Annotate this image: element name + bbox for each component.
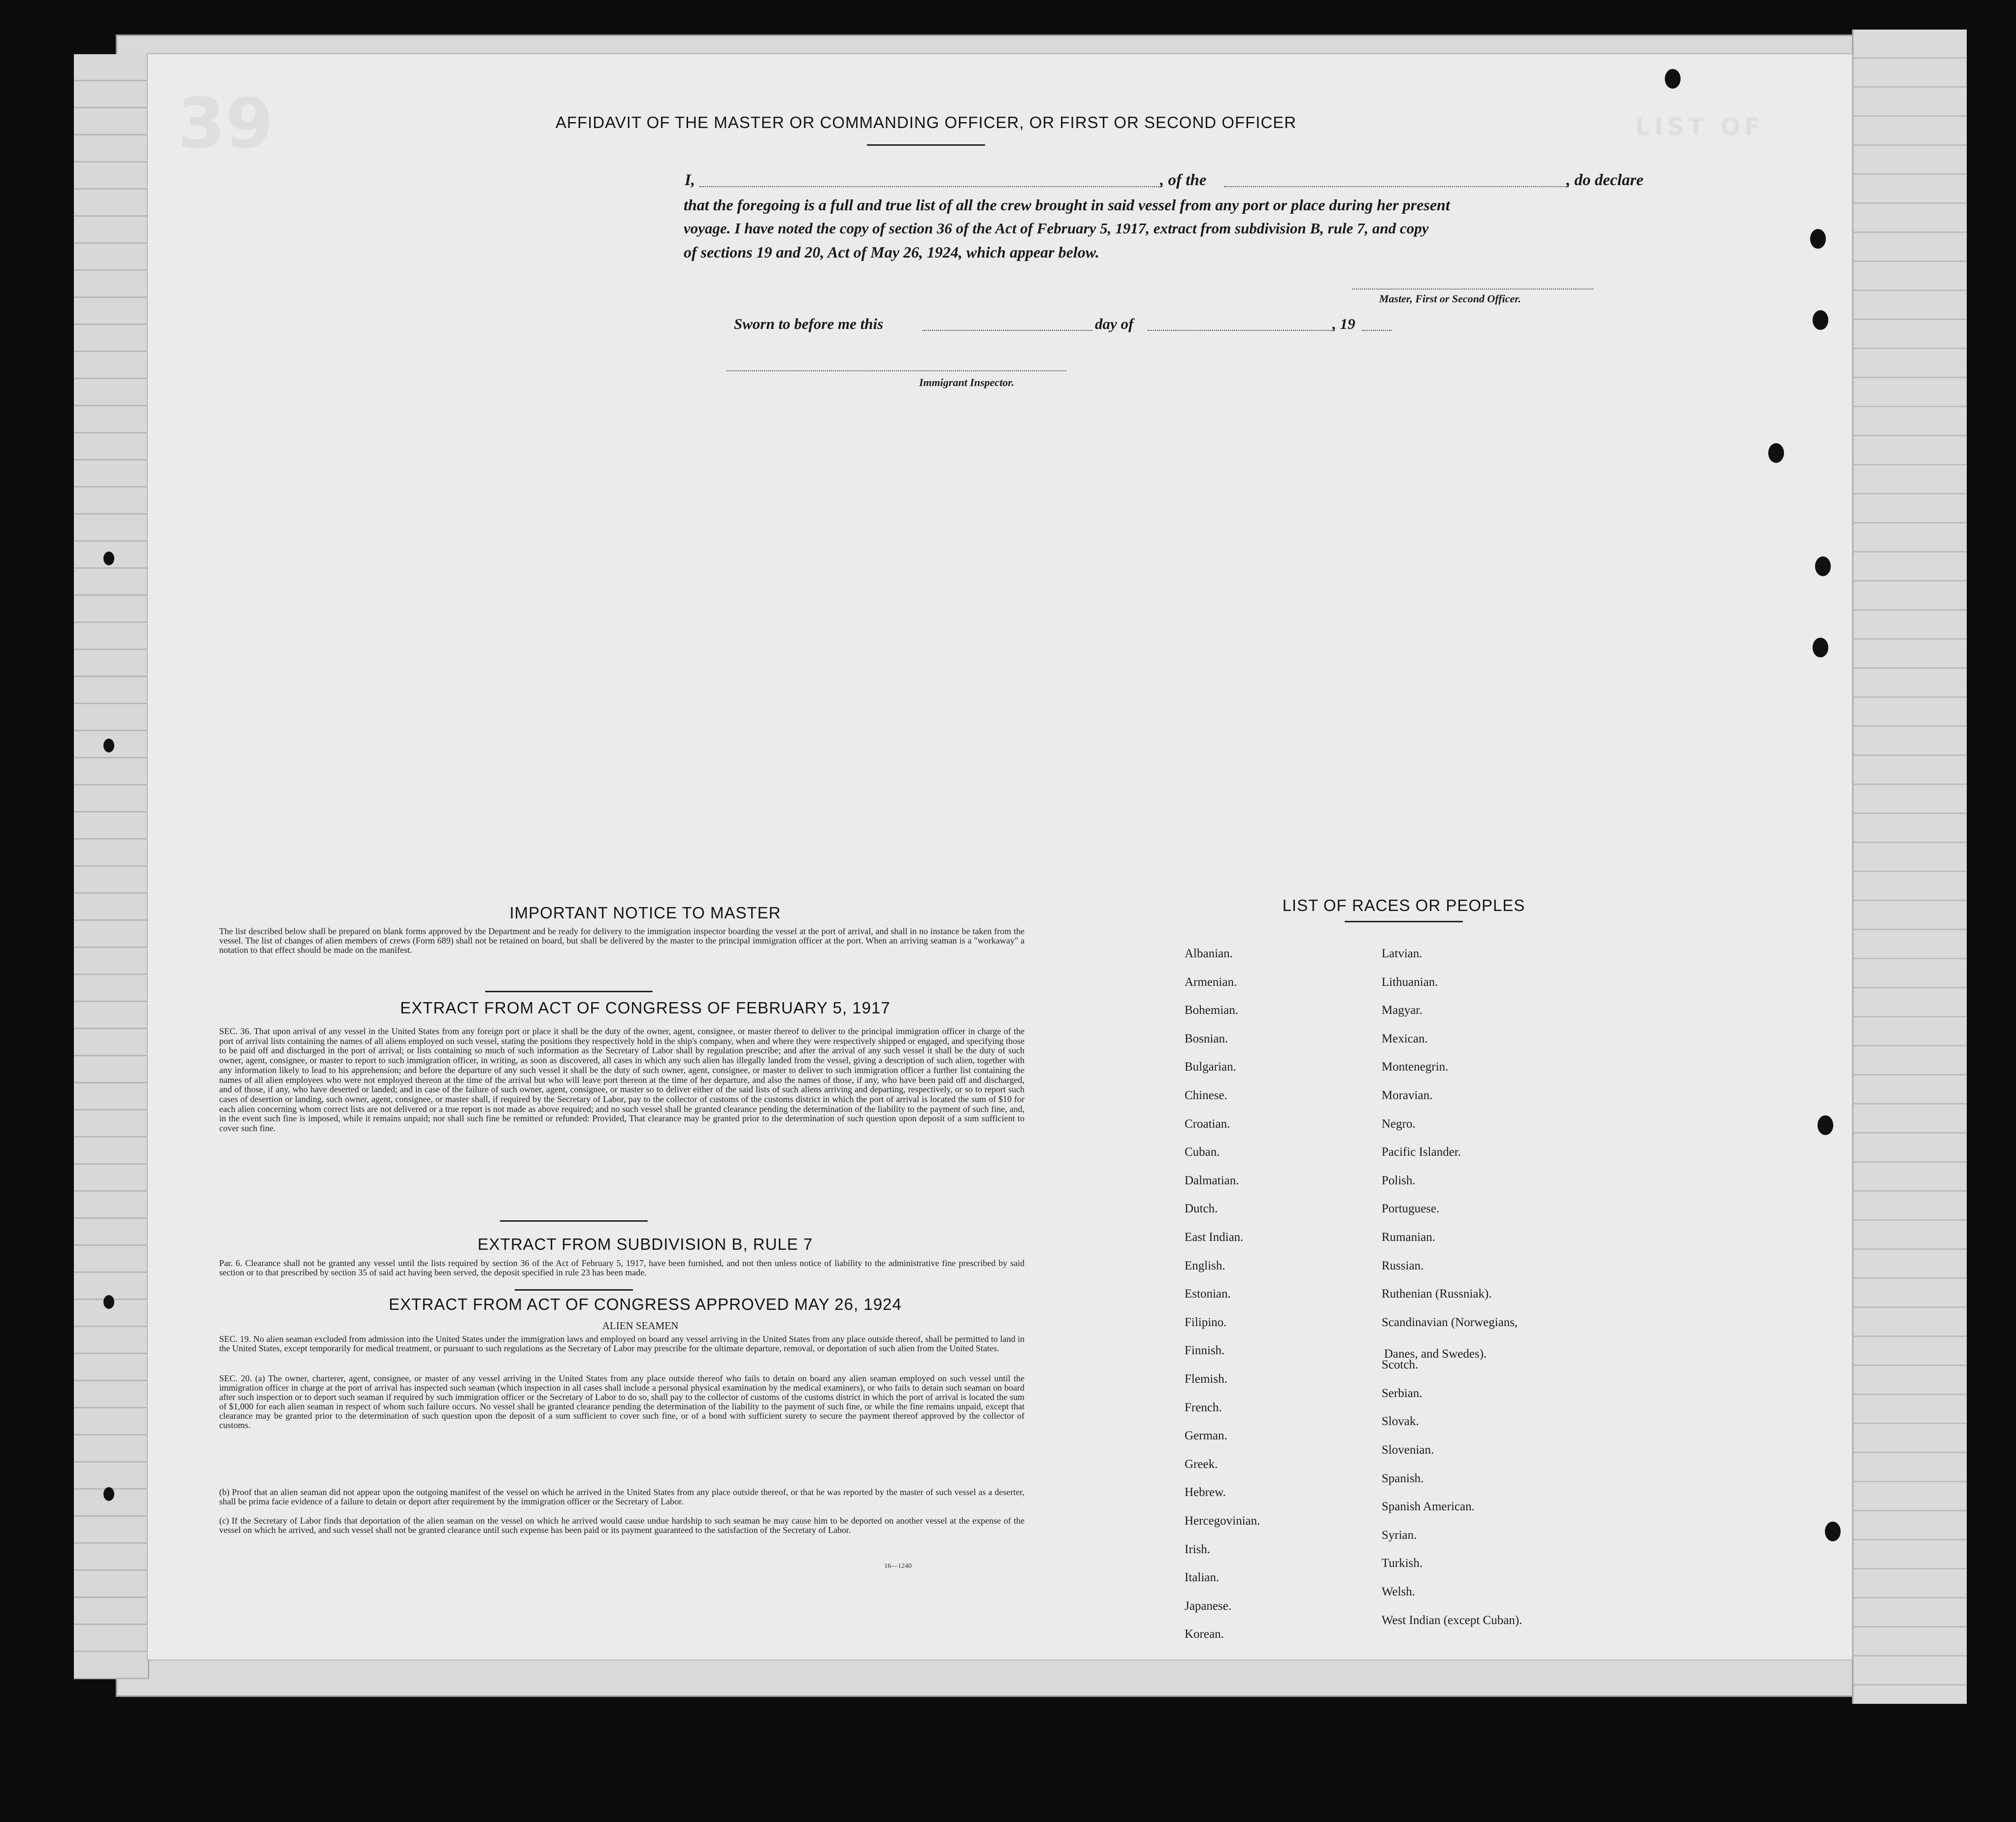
races-title-rule <box>1345 921 1463 922</box>
race-item: Flemish. <box>1185 1372 1227 1386</box>
affidavit-line-4: of sections 19 and 20, Act of May 26, 1924, which appear below. <box>684 243 1099 261</box>
punch-hole <box>1813 638 1828 657</box>
punch-hole <box>1818 1115 1833 1135</box>
affidavit-of-the: , of the <box>1160 171 1207 189</box>
section-rule <box>485 991 653 992</box>
extract-1917-body: SEC. 36. That upon arrival of any vessel in the United States from any foreign port or place it shall be the duty of the owner, agent, consignee, or master thereof to deliver to the principal immigration officer in charge of the port of arrival lists containing the names of all aliens employed on such vessel, stating the positions they respectively hold in the ship's company, when and where they were respectively shipped or engaged, and specifying those to be paid off and discharged in the port of arrival; or lists containing so much of such information as the Secretary of Labor shall by regulation prescribe; and after the arrival of any such vessel it shall be the duty of such owner, agent, consignee, or master to report to such immigration officer, in writing, as soon as discovered, all cases in which any such alien has illegally landed from the vessel, giving a description of such alien, together with any information likely to lead to his apprehension; and before the departure of any such vessel it shall be the duty of such owner, agent, consignee, or master to deliver to such immigration officer a further list containing the names of all alien employees who were not employed thereon at the time of the arrival but who will leave port thereon at the time of her departure, and also the names of those, if any, who have been paid off and discharged, and of those, if any, who have deserted or landed; and in case of the failure of such owner, agent, consignee, or master so to deliver either of the said lists of such aliens arriving and departing, respectively, or so to report such cases of desertion or landing, such owner, agent, consignee, or master shall, if required by the Secretary of Labor, pay to the collector of customs of the customs district in which the port of arrival is located the sum of $10 for each alien concerning whom correct lists are not delivered or a true report is not made as above required; and no such vessel shall be granted clearance pending the determination of the liability to the payment of such fine, and, in the event such fine is imposed, while it remains unpaid; nor shall such fine be remitted or refunded: Provided, That clearance may be granted prior to the determination of such question upon deposit of a sum sufficient to cover such fine. <box>219 1026 1025 1134</box>
race-item: East Indian. <box>1185 1231 1244 1244</box>
day-of-label: day of <box>1095 315 1134 332</box>
race-item: French. <box>1185 1400 1222 1414</box>
race-item: Spanish. <box>1382 1471 1424 1485</box>
affidavit-i-label: I, <box>685 171 695 189</box>
race-item: Albanian. <box>1185 947 1233 960</box>
year-prefix: , 19 <box>1332 315 1355 332</box>
vessel-blank[interactable] <box>1224 186 1569 187</box>
race-item: Magyar. <box>1382 1004 1422 1017</box>
race-item: Dalmatian. <box>1185 1173 1239 1187</box>
notice-body: The list described below shall be prepared on blank forms approved by the Department and be ready for delivery to the immigration inspector boarding the vessel at the port of arrival, and shall in no instance be taken from the vessel. The list of changes of alien members of crews (Form 689) shall not be retained on board, but shall be delivered by the master to the principal immigration officer at the port. When an arriving seaman is a "workaway" a notation to that effect should be made on the manifest. <box>219 926 1025 955</box>
race-item: English. <box>1185 1259 1225 1272</box>
sec20a-body: SEC. 20. (a) The owner, charterer, agent, consignee, or master of any vessel arriving in the United States from any place outside thereof who fails to detain on board any alien seaman employed on such vessel until the immigration officer in charge at the port of arrival has inspected such seaman (which inspection in all cases shall include a personal physical examination by the medical examiners), or who fails to detain such seaman on board after such inspection or to deport such seaman if required by such immigration officer or the Secretary of Labor to do so, shall pay to the collector of customs of the customs district in which the port of arrival is located the sum of $1,000 for each alien seaman in respect of whom such failure occurs. No vessel shall be granted clearance pending the determination of the liability to the payment of such fine, or while the fine remains unpaid, except that clearance may be granted prior to the determination of such question upon the deposit of a sum sufficient to cover such fine, or of a bond with sufficient surety to secure the payment thereof approved by the collector of customs. <box>219 1373 1025 1430</box>
race-item: Estonian. <box>1185 1287 1231 1301</box>
punch-hole <box>1810 229 1826 249</box>
form-number: 16—1240 <box>884 1562 912 1570</box>
race-item: Portuguese. <box>1382 1202 1440 1216</box>
race-item: Pacific Islander. <box>1382 1145 1461 1159</box>
underlying-ledger-edge <box>74 54 149 1679</box>
race-item: Filipino. <box>1185 1315 1227 1329</box>
sec19-body: SEC. 19. No alien seaman excluded from admission into the United States under the immigration laws and employed on board any vessel arriving in the United States from any place outside thereof, shall be permitted to land in the United States, except temporarily for medical treatment, or pursuant to such regulations as the Secretary of Labor may prescribe for the ultimate departure, removal, or deportation of such alien from the United States. <box>219 1334 1025 1353</box>
race-item: Latvian. <box>1382 947 1422 960</box>
race-item: Syrian. <box>1382 1528 1417 1542</box>
bleed-through-heading: LIST OF <box>1635 113 1765 141</box>
affidavit-do-declare: , do declare <box>1566 171 1644 189</box>
race-item: Korean. <box>1185 1627 1224 1641</box>
race-item: Finnish. <box>1185 1344 1225 1358</box>
race-item: Bulgarian. <box>1185 1060 1236 1074</box>
race-item: Rumanian. <box>1382 1231 1436 1244</box>
section-rule <box>515 1289 633 1291</box>
punch-hole <box>103 552 114 565</box>
race-item: Spanish American. <box>1382 1500 1475 1514</box>
race-scandinavian-continued: Danes, and Swedes). <box>1384 1347 1487 1361</box>
race-item: Scandinavian (Norwegians, <box>1382 1315 1518 1329</box>
title-rule <box>867 144 985 146</box>
race-item: Ruthenian (Russniak). <box>1382 1287 1492 1301</box>
race-item: Scotch. <box>1382 1358 1419 1372</box>
inspector-label: Immigrant Inspector. <box>919 376 1015 389</box>
punch-hole <box>103 1487 114 1501</box>
race-item: Croatian. <box>1185 1117 1230 1131</box>
race-item: Chinese. <box>1185 1089 1227 1102</box>
race-item: Irish. <box>1185 1542 1211 1556</box>
punch-hole <box>103 739 114 752</box>
name-blank[interactable] <box>699 186 1162 187</box>
race-item: Turkish. <box>1382 1557 1423 1570</box>
race-item: Italian. <box>1185 1571 1220 1585</box>
punch-hole <box>1813 310 1828 330</box>
underlying-ledger-right-edge <box>1852 30 1967 1704</box>
race-item: Armenian. <box>1185 975 1237 989</box>
notice-title: IMPORTANT NOTICE TO MASTER <box>509 904 781 922</box>
extract-1917-title: EXTRACT FROM ACT OF CONGRESS OF FEBRUARY 5, 1917 <box>400 999 891 1017</box>
punch-hole <box>1768 443 1784 463</box>
affidavit-line-2: that the foregoing is a full and true list of all the crew brought in said vessel from any port or place during her present <box>684 196 1450 214</box>
race-item: Russian. <box>1382 1259 1424 1272</box>
race-item: Dutch. <box>1185 1202 1218 1216</box>
race-item: Cuban. <box>1185 1145 1220 1159</box>
master-signature-blank[interactable] <box>1352 289 1593 290</box>
race-item: Slovak. <box>1382 1415 1419 1429</box>
race-item: Moravian. <box>1382 1089 1433 1102</box>
race-item: Bohemian. <box>1185 1004 1239 1017</box>
race-item: Polish. <box>1382 1173 1416 1187</box>
punch-hole <box>1815 556 1831 576</box>
race-item: German. <box>1185 1429 1227 1443</box>
sworn-month-blank[interactable] <box>1148 330 1335 331</box>
bleed-through-mark: 39 <box>177 84 273 164</box>
races-title: LIST OF RACES OR PEOPLES <box>1282 896 1525 914</box>
master-signature-label: Master, First or Second Officer. <box>1379 293 1521 305</box>
race-item: Greek. <box>1185 1457 1218 1471</box>
extract-1924-title: EXTRACT FROM ACT OF CONGRESS APPROVED MAY 26, 1924 <box>389 1295 902 1313</box>
race-item: Bosnian. <box>1185 1032 1228 1045</box>
sworn-day-blank[interactable] <box>923 330 1092 331</box>
sec20c-body: (c) If the Secretary of Labor finds that deportation of the alien seaman on the vessel on which he arrived would cause undue hardship to such seaman he may cause him to be deported on another vessel at the expense of the vessel on which he arrived, and such vessel shall not be granted clearance until such expense has been paid or its payment guaranteed to the satisfaction of the Secretary of Labor. <box>219 1516 1025 1535</box>
race-item: Montenegrin. <box>1382 1060 1449 1074</box>
race-item: Serbian. <box>1382 1386 1422 1400</box>
document-page <box>148 54 1852 1659</box>
affidavit-line-3: voyage. I have noted the copy of section 36 of the Act of February 5, 1917, extract from subdivision B, rule 7, and copy <box>684 220 1429 237</box>
extract-1924-subtitle: ALIEN SEAMEN <box>602 1320 679 1332</box>
race-item: Slovenian. <box>1382 1443 1434 1457</box>
punch-hole <box>1825 1522 1841 1541</box>
race-item: Lithuanian. <box>1382 975 1438 989</box>
section-rule <box>500 1220 648 1222</box>
race-item: Negro. <box>1382 1117 1416 1131</box>
race-item: Japanese. <box>1185 1599 1232 1613</box>
rule7-title: EXTRACT FROM SUBDIVISION B, RULE 7 <box>477 1235 813 1253</box>
rule7-body: Par. 6. Clearance shall not be granted any vessel until the lists required by section 36 of the Act of February 5, 1917, have been furnished, and not then unless notice of liability to the administrative fine prescribed by said section or to that prescribed by section 35 of said act having been served, the deposit specified in rule 23 has been made. <box>219 1258 1025 1277</box>
inspector-signature-blank[interactable] <box>727 370 1066 371</box>
sec20b-body: (b) Proof that an alien seaman did not appear upon the outgoing manifest of the vessel on which he arrived in the United States from any place outside thereof, or that he was reported by the master of such vessel as a deserter, shall be prima facie evidence of a failure to detain or deport after requirement by the immigration officer or the Secretary of Labor. <box>219 1487 1025 1506</box>
race-item: Hercegovinian. <box>1185 1514 1260 1528</box>
punch-hole <box>1665 69 1681 89</box>
sworn-year-blank[interactable] <box>1362 330 1391 331</box>
affidavit-title: AFFIDAVIT OF THE MASTER OR COMMANDING OFFICER, OR FIRST OR SECOND OFFICER <box>555 113 1297 131</box>
punch-hole <box>103 1295 114 1309</box>
race-item: Welsh. <box>1382 1585 1416 1598</box>
race-item: Mexican. <box>1382 1032 1428 1045</box>
race-item: Hebrew. <box>1185 1486 1226 1499</box>
sworn-label: Sworn to before me this <box>734 315 884 332</box>
race-item: West Indian (except Cuban). <box>1382 1613 1522 1627</box>
